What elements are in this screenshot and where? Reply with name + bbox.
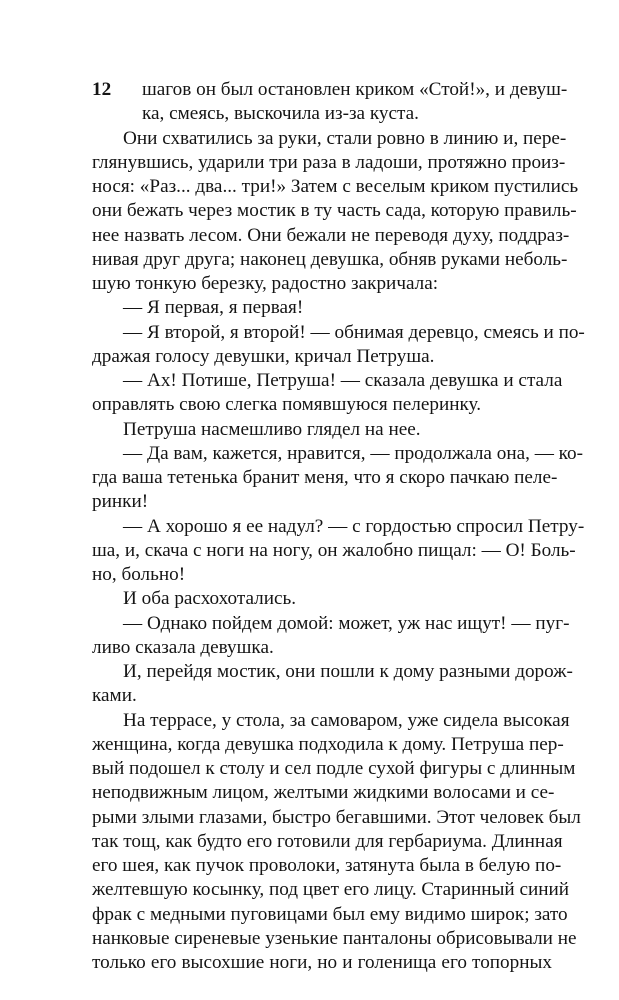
text-line: нося: «Раз... два... три!» Затем с веселым криком пустились xyxy=(92,176,579,197)
text-line: желтевшую косынку, под цвет его лицу. Старинный синий xyxy=(92,879,570,901)
text-column xyxy=(92,78,585,975)
text-line: На террасе, у стола, за самоваром, уже сидела высокая xyxy=(123,709,570,731)
text-line: И оба расхохотались. xyxy=(123,588,297,610)
text-line: оправлять свою слегка помявшуюся пелеринку. xyxy=(92,394,481,416)
text-line: нанковые сиреневые узенькие панталоны обрисовывали не xyxy=(92,927,577,949)
page-number: 12 xyxy=(92,79,112,100)
text-line: рыми злыми глазами, быстро бегавшими. Этот человек был xyxy=(92,806,581,828)
text-line: Петруша насмешливо глядел на нее. xyxy=(123,418,421,440)
text-line: только его высохшие ноги, но и голенища его топорных xyxy=(92,952,552,973)
text-line: его шея, как пучок проволоки, затянута была в белую по- xyxy=(92,855,562,876)
text-line: так тощ, как будто его готовили для гербариума. Длинная xyxy=(92,830,563,852)
text-line: — Я второй, я второй! — обнимая деревцо, смеясь и по- xyxy=(123,321,585,343)
text-line: ша, и, скача с ноги на ногу, он жалобно пищал: — О! Боль- xyxy=(92,539,576,561)
text-line: — Я первая, я первая! xyxy=(123,297,304,319)
text-line: — А хорошо я ее надул? — с гордостью спросил Петру- xyxy=(123,515,585,537)
text-line: неподвижным лицом, желтыми жидкими волосами и се- xyxy=(92,782,555,804)
text-line: но, больно! xyxy=(92,564,186,585)
text-line: ринки! xyxy=(92,491,149,513)
text-line: они бежать через мостик в ту часть сада, которую правиль- xyxy=(92,200,577,222)
text-line: шагов он был остановлен криком «Стой!», и девуш- xyxy=(142,79,568,100)
text-line: — Да вам, кажется, нравится, — продолжала она, — ко- xyxy=(123,442,584,464)
text-line: вый подошел к столу и сел подле сухой фигуры с длинным xyxy=(92,758,576,779)
text-line: гда ваша тетенька бранит меня, что я скоро пачкаю пеле- xyxy=(92,467,558,488)
text-line: ками. xyxy=(92,685,137,707)
text-line: глянувшись, ударили три раза в ладоши, протяжно произ- xyxy=(92,151,566,173)
text-line: И, перейдя мостик, они пошли к дому разными дорож- xyxy=(123,661,573,682)
text-line: фрак с медными пуговицами был ему видимо широк; зато xyxy=(92,903,568,925)
text-line: нее назвать лесом. Они бежали не переводя духу, поддраз- xyxy=(92,224,570,246)
text-line: нивая друг друга; наконец девушка, обняв руками неболь- xyxy=(92,248,568,270)
text-line: ливо сказала девушка. xyxy=(92,636,274,658)
text-line: ка, смеясь, выскочила из-за куста. xyxy=(142,103,419,125)
text-line: — Однако пойдем домой: может, уж нас ищут! — пуг- xyxy=(123,612,570,634)
text-line: дражая голосу девушки, кричал Петруша. xyxy=(92,345,435,367)
text-line: женщина, когда девушка подходила к дому. Петруша пер- xyxy=(92,733,564,755)
text-line: Они схватились за руки, стали ровно в линию и, пере- xyxy=(123,127,567,149)
text-line: шую тонкую березку, радостно закричала: xyxy=(92,273,439,294)
text-line: — Ах! Потише, Петруша! — сказала девушка и стала xyxy=(123,370,563,391)
